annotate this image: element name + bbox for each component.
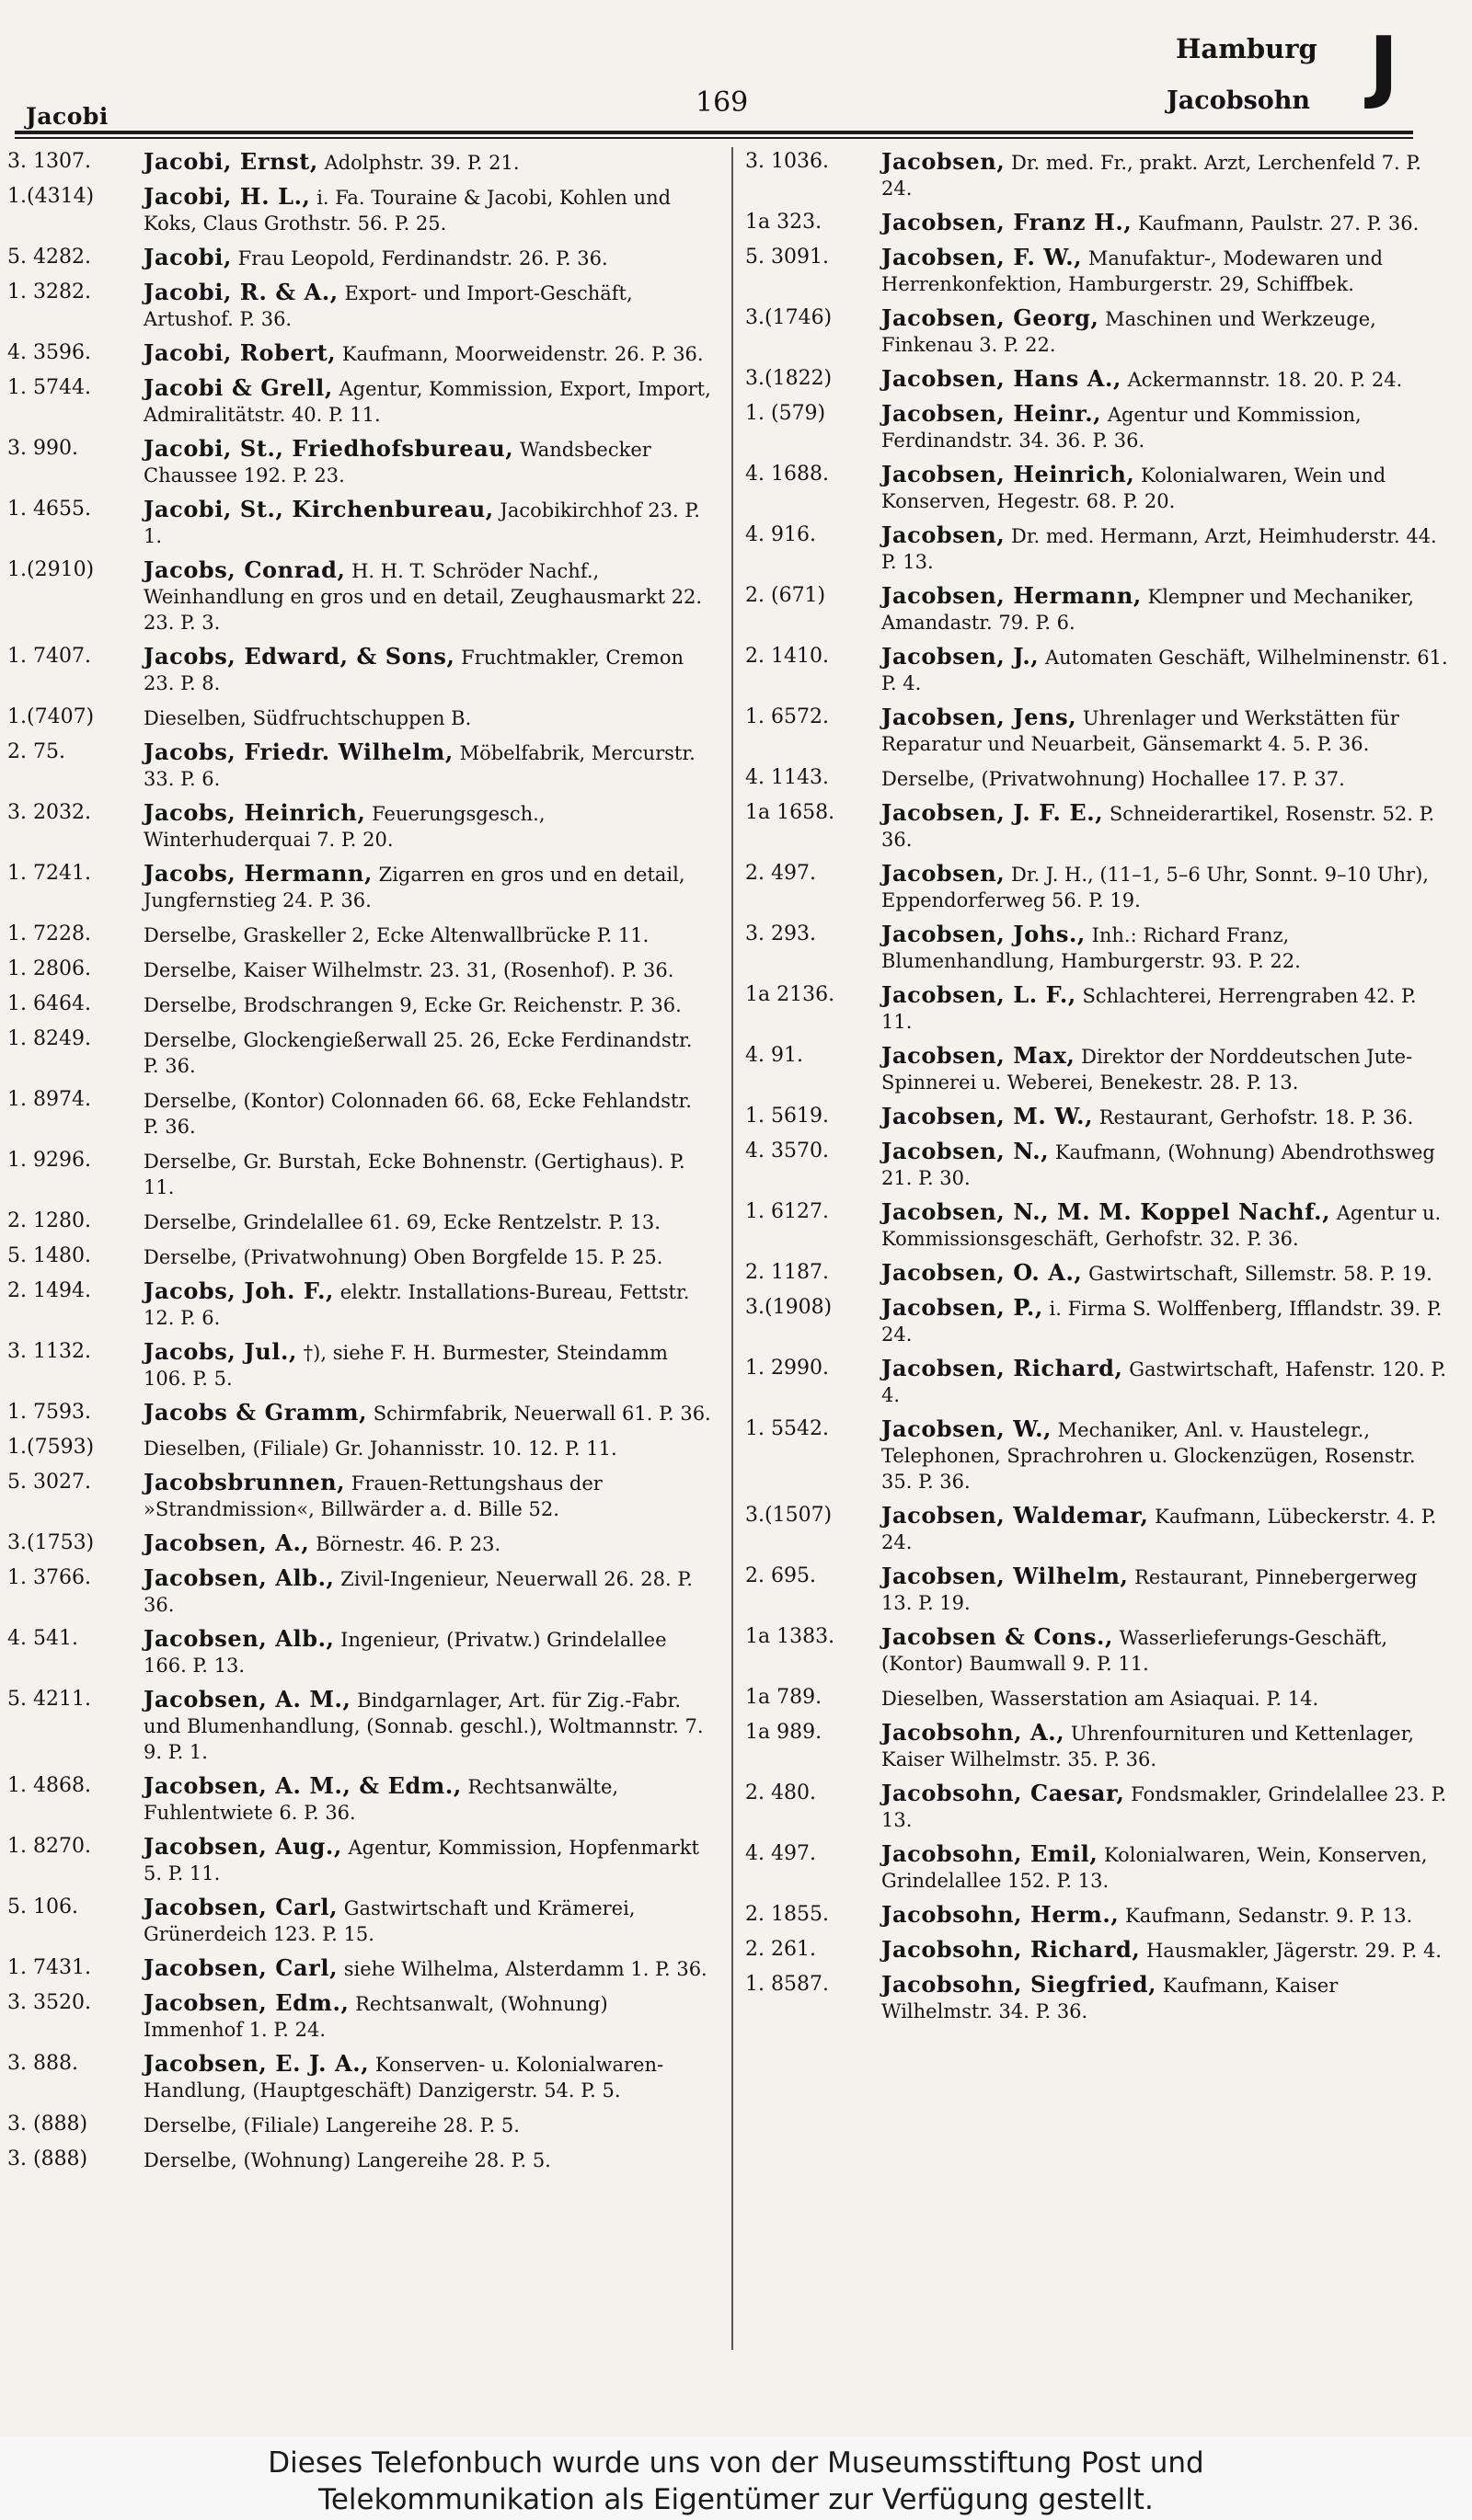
directory-entry [745,1685,1449,1712]
subscriber-name: Jacobsen, W., [881,1415,1052,1442]
subscriber-details: Dr. med. Fr., prakt. Arzt, Lerchenfeld 7. P. 24. [881,152,1421,200]
phone-number: 3.(1822) [745,367,833,390]
phone-number: 1. 9296. [7,1149,91,1172]
subscriber-details: Bindgarnlager, Art. für Zig.-Fabr. und Blumenhandlung, (Sonnab. geschl.), Woltmannstr. 7. 9. P. 1. [144,1690,704,1763]
phone-number: 1. 4868. [7,1774,91,1797]
directory-entry [7,644,711,696]
subscriber-details: Gastwirtschaft und Krämerei, Grünerdeich 123. P. 15. [144,1897,636,1945]
subscriber-name: Jacobsen, A. M., & Edm., [144,1772,462,1799]
subscriber-name: Jacobsen, E. J. A., [144,2050,370,2077]
directory-entry [7,956,711,983]
subscriber-details: Wasserlieferungs-Geschäft, (Kontor) Baumwall 9. P. 11. [881,1627,1388,1675]
subscriber-details: Kolonialwaren, Wein, Konserven, Grindelallee 152. P. 13. [881,1844,1428,1892]
phone-number: 1. 7241. [7,862,91,885]
subscriber-details: Maschinen und Werkzeuge, Finkenau 3. P. 22. [881,308,1376,356]
subscriber-details: Schlachterei, Herrengraben 42. P. 11. [881,985,1417,1033]
phone-number: 4. 91. [745,1044,803,1067]
directory-entry [7,2147,711,2173]
subscriber-details: Kaufmann, Kaiser Wilhelmstr. 34. P. 36. [881,1975,1339,2022]
directory-entry [7,800,711,853]
phone-number: 2. 261. [745,1938,816,1961]
directory-entry [745,1720,1449,1772]
subscriber-details: Dieselben, Südfruchtschuppen B. [144,707,472,729]
phone-number: 1a 2136. [745,983,835,1006]
directory-entry [7,557,711,636]
subscriber-name: Jacobsen, A. M., [144,1686,351,1712]
phone-number: 3. 1036. [745,150,829,173]
directory-entry [745,1972,1449,2024]
directory-entry [7,436,711,488]
subscriber-name: Jacobi, Robert, [144,339,337,366]
subscriber-name: Jacobsohn, Richard, [881,1936,1141,1963]
phone-number: 1. 7431. [7,1956,91,1979]
subscriber-details: Derselbe, Glockengießerwall 25. 26, Ecke Ferdinandstr. P. 36. [144,1029,693,1077]
directory-entry [745,1841,1449,1894]
subscriber-name: Jacobsohn, Caesar, [881,1780,1125,1806]
phone-number: 1a 323. [745,211,822,234]
subscriber-name: Jacobsohn, A., [881,1719,1065,1746]
subscriber-name: Jacobsohn, Emil, [881,1840,1098,1867]
subscriber-details: siehe Wilhelma, Alsterdamm 1. P. 36. [343,1958,707,1980]
subscriber-name: Jacobi, R. & A., [144,279,339,305]
phone-number: 1a 989. [745,1721,822,1744]
subscriber-details: Gastwirtschaft, Hafenstr. 120. P. 4. [881,1358,1446,1406]
phone-number: 1. 7407. [7,645,91,668]
running-head-right: Jacobsohn [1167,86,1311,115]
subscriber-name: Jacobsen, Heinr., [881,400,1102,427]
phone-number: 1. 6127. [745,1200,829,1223]
subscriber-name: Jacobsen, M. W., [881,1103,1094,1129]
phone-number: 1. 8974. [7,1088,91,1111]
phone-number: 1. (579) [745,402,826,425]
subscriber-name: Jacobsen, Alb., [144,1564,335,1591]
phone-number: 4. 1143. [745,766,829,789]
page-number: 169 [696,86,749,119]
phone-number: 1. 2806. [7,957,91,980]
phone-number: 1. 8270. [7,1835,91,1858]
directory-entry [745,1937,1449,1964]
phone-number: 1.(7407) [7,705,95,728]
directory-entry [7,922,711,948]
subscriber-details: Gastwirtschaft, Sillemstr. 58. P. 19. [1088,1263,1432,1285]
right-column [745,149,1449,2033]
subscriber-name: Jacobsen, J., [881,643,1040,670]
directory-entry [7,1026,711,1079]
phone-number: 1. 6464. [7,992,91,1015]
phone-number: 3.(1507) [745,1504,833,1527]
section-letter: J [1369,20,1398,112]
subscriber-name: Jacobsen, Heinrich, [881,461,1135,487]
subscriber-details: Feuerungsgesch., Winterhuderquai 7. P. 20. [144,803,546,851]
subscriber-name: Jacobsen, Hermann, [881,582,1142,609]
subscriber-name: Jacobsen, Richard, [881,1355,1123,1381]
subscriber-details: Uhrenfournituren und Kettenlager, Kaiser Wilhelmstr. 35. P. 36. [881,1723,1414,1770]
directory-entry [745,1624,1449,1677]
subscriber-details: Manufaktur-, Modewaren und Herrenkonfektion, Hamburgerstr. 29, Schiffbek. [881,247,1384,295]
phone-number: 1.(7593) [7,1436,95,1459]
footer-notice [0,2437,1472,2520]
subscriber-details: Derselbe, Graskeller 2, Ecke Altenwallbrücke P. 11. [144,924,650,946]
subscriber-name: Jacobsen, L. F., [881,981,1076,1008]
phone-number: 2. 480. [745,1781,816,1804]
phone-number: 1. 8249. [7,1027,91,1050]
phone-number: 2. 695. [745,1564,816,1587]
subscriber-name: Jacobsen, Franz H., [881,209,1133,235]
subscriber-details: Agentur, Kommission, Hopfenmarkt 5. P. 11. [144,1837,699,1884]
subscriber-details: †), siehe F. H. Burmester, Steindamm 106. P. 5. [144,1342,668,1390]
subscriber-details: Restaurant, Gerhofstr. 18. P. 36. [1098,1106,1414,1128]
phone-number: 2. 75. [7,740,65,763]
directory-entry [7,1243,711,1270]
subscriber-details: Wandsbecker Chaussee 192. P. 23. [144,439,651,487]
subscriber-details: Schirmfabrik, Neuerwall 61. P. 36. [373,1403,711,1425]
directory-entry [745,245,1449,297]
directory-entry [745,366,1449,393]
subscriber-details: Kaufmann, Lübeckerstr. 4. P. 24. [881,1506,1437,1553]
subscriber-name: Jacobi, St., Kirchenbureau, [144,496,494,522]
subscriber-name: Jacobsen, Johs., [881,921,1086,947]
subscriber-details: i. Fa. Touraine & Jacobi, Kohlen und Koks, Claus Grothstr. 56. P. 25. [144,187,672,235]
subscriber-name: Jacobsen, Max, [881,1042,1075,1069]
directory-entry [745,149,1449,201]
running-head-city: Hamburg [1176,33,1317,64]
subscriber-name: Jacobs, Hermann, [144,860,373,887]
directory-entry [7,739,711,792]
subscriber-details: Derselbe, Gr. Burstah, Ecke Bohnenstr. (Gertighaus). P. 11. [144,1151,685,1198]
directory-entry [7,1626,711,1678]
subscriber-details: Derselbe, Kaiser Wilhelmstr. 23. 31, (Rosenhof). P. 36. [144,959,674,981]
directory-entry [7,1955,711,1982]
subscriber-details: Derselbe, (Filiale) Langereihe 28. P. 5. [144,2114,520,2136]
phone-number: 4. 3596. [7,341,91,364]
directory-entry [745,462,1449,514]
directory-entry [7,1565,711,1618]
subscriber-details: Frauen-Rettungshaus der »Strandmission«, Billwärder a. d. Bille 52. [144,1472,603,1520]
subscriber-name: Jacobsen & Cons., [881,1623,1113,1650]
directory-entry [7,1278,711,1331]
directory-entry [745,522,1449,575]
directory-entry [745,1295,1449,1347]
phone-number: 4. 1688. [745,463,829,486]
directory-entry [7,1895,711,1947]
subscriber-name: Jacobsen, Georg, [881,304,1099,331]
directory-entry [7,2112,711,2138]
subscriber-details: Kolonialwaren, Wein und Konserven, Hegestr. 68. P. 20. [881,464,1386,512]
directory-entry [7,1773,711,1826]
phone-number: 1.(2910) [7,558,95,581]
subscriber-name: Jacobsen, Waldemar, [881,1502,1149,1529]
phone-number: 3. (888) [7,2148,88,2171]
directory-entry [7,375,711,428]
subscriber-details: Derselbe, (Wohnung) Langereihe 28. P. 5. [144,2149,551,2171]
phone-number: 3. 990. [7,437,78,460]
directory-entry [745,644,1449,696]
subscriber-details: Adolphstr. 39. P. 21. [324,152,520,174]
subscriber-details: Mechaniker, Anl. v. Haustelegr., Telephonen, Sprachrohren u. Glockenzügen, Rosenstr. 35. P. 36. [881,1419,1416,1493]
subscriber-details: Ackermannstr. 18. 20. P. 24. [1127,369,1403,391]
subscriber-name: Jacobi, St., Friedhofsbureau, [144,435,514,462]
phone-number: 1. 6572. [745,705,829,728]
subscriber-name: Jacobsen, Edm., [144,1989,350,2016]
phone-number: 2. 497. [745,862,816,885]
phone-number: 2. 1855. [745,1903,829,1926]
subscriber-details: Kaufmann, Paulstr. 27. P. 36. [1137,212,1420,235]
directory-entry [745,583,1449,636]
directory-entry [745,800,1449,853]
directory-entry [745,982,1449,1035]
directory-entry [745,305,1449,358]
phone-number: 1. 8587. [745,1973,829,1996]
directory-entry [745,1260,1449,1287]
phone-number: 3.(1753) [7,1531,95,1554]
subscriber-name: Jacobs & Gramm, [144,1399,368,1426]
subscriber-details: Derselbe, Grindelallee 61. 69, Ecke Rentzelstr. P. 13. [144,1211,661,1233]
subscriber-details: Agentur, Kommission, Export, Import, Admiralitätstr. 40. P. 11. [144,378,711,426]
phone-number: 3. 3520. [7,1991,91,2014]
footer-line-1: Dieses Telefonbuch wurde uns von der Museumsstiftung Post und [268,2446,1204,2480]
directory-entry [745,401,1449,453]
subscriber-name: Jacobs, Heinrich, [144,799,366,826]
directory-entry [745,861,1449,913]
phone-number: 1a 1383. [745,1625,835,1648]
directory-entry [7,2051,711,2103]
subscriber-name: Jacobsen, O. A., [881,1259,1083,1286]
phone-number: 2. (671) [745,584,826,607]
subscriber-name: Jacobsen, [881,148,1006,175]
column-divider [731,147,733,2350]
subscriber-name: Jacobsen, Carl, [144,1894,339,1920]
directory-entry [745,1199,1449,1252]
phone-number: 3. 1307. [7,150,91,173]
phone-number: 3. (888) [7,2113,88,2136]
directory-entry [7,1339,711,1392]
directory-entry [7,245,711,271]
directory-entry [7,861,711,913]
phone-number: 4. 497. [745,1842,816,1865]
directory-entry [7,280,711,332]
subscriber-details: Konserven- u. Kolonialwaren-Handlung, (Hauptgeschäft) Danzigerstr. 54. P. 5. [144,2054,664,2102]
directory-entry [745,1564,1449,1616]
subscriber-name: Jacobsen, A., [144,1529,310,1556]
directory-entry [745,1356,1449,1408]
subscriber-name: Jacobsen, N., M. M. Koppel Nachf., [881,1198,1331,1225]
directory-entry [7,1435,711,1461]
subscriber-details: Frau Leopold, Ferdinandstr. 26. P. 36. [237,247,608,269]
phone-number: 1. 5744. [7,376,91,399]
subscriber-name: Jacobsen, J. F. E., [881,799,1104,826]
phone-number: 2. 1494. [7,1279,91,1302]
directory-entry [7,1470,711,1522]
subscriber-name: Jacobsen, Hans A., [881,365,1121,392]
subscriber-name: Jacobs, Jul., [144,1338,297,1365]
phone-number: 3. 293. [745,922,816,945]
phone-number: 3.(1908) [745,1296,833,1319]
header-rule-thin [15,137,1413,139]
subscriber-details: Dr. J. H., (11–1, 5–6 Uhr, Sonnt. 9–10 Uhr), Eppendorferweg 56. P. 19. [881,864,1429,911]
phone-number: 3. 2032. [7,801,91,824]
directory-entry [745,1503,1449,1555]
subscriber-details: Dieselben, Wasserstation am Asiaquai. P. 14. [881,1688,1319,1710]
running-head-left: Jacobi [26,103,109,130]
phone-number: 5. 3091. [745,246,829,269]
directory-entry [7,1990,711,2043]
subscriber-name: Jacobs, Edward, & Sons, [144,643,455,670]
subscriber-details: Klempner und Mechaniker, Amandastr. 79. P. 6. [881,586,1415,634]
subscriber-details: elektr. Installations-Bureau, Fettstr. 12. P. 6. [144,1281,690,1329]
phone-number: 5. 106. [7,1896,78,1919]
phone-number: 5. 4282. [7,246,91,269]
subscriber-details: Inh.: Richard Franz, Blumenhandlung, Hamburgerstr. 93. P. 22. [881,924,1301,972]
subscriber-name: Jacobsohn, Siegfried, [881,1971,1157,1998]
subscriber-name: Jacobsen, Wilhelm, [881,1563,1129,1589]
subscriber-name: Jacobsen, [881,860,1006,887]
phone-number: 4. 541. [7,1627,78,1650]
subscriber-name: Jacobsen, F. W., [881,244,1083,270]
phone-number: 1a 789. [745,1686,822,1709]
subscriber-details: Kaufmann, Moorweidenstr. 26. P. 36. [341,343,704,365]
left-column [7,149,711,2182]
directory-entry [7,1530,711,1557]
subscriber-name: Jacobsen, P., [881,1294,1043,1321]
subscriber-details: Schneiderartikel, Rosenstr. 52. P. 36. [881,803,1435,851]
directory-entry [7,991,711,1018]
subscriber-details: Agentur und Kommission, Ferdinandstr. 34. 36. P. 36. [881,404,1362,452]
subscriber-name: Jacobsen, Carl, [144,1954,339,1981]
subscriber-details: Derselbe, (Kontor) Colonnaden 66. 68, Ecke Fehlandstr. P. 36. [144,1090,692,1138]
directory-entry [745,704,1449,757]
phone-number: 5. 1480. [7,1244,91,1267]
phone-number: 1. 2990. [745,1357,829,1380]
phone-number: 1. 7593. [7,1401,91,1424]
subscriber-name: Jacobi, [144,244,232,270]
phone-number: 1. 7228. [7,922,91,945]
directory-entry [745,765,1449,792]
subscriber-details: Jacobikirchhof 23. P. 1. [144,499,700,547]
directory-entry [745,1902,1449,1929]
subscriber-details: Fondsmakler, Grindelallee 23. P. 13. [881,1783,1447,1831]
phone-number: 4. 916. [745,523,816,546]
directory-entry [7,1087,711,1140]
subscriber-details: Fruchtmakler, Cremon 23. P. 8. [144,647,684,694]
subscriber-details: Agentur u. Kommissionsgeschäft, Gerhofstr. 32. P. 36. [881,1202,1442,1250]
subscriber-name: Jacobsen, Alb., [144,1625,335,1652]
subscriber-name: Jacobi & Grell, [144,374,333,401]
subscriber-name: Jacobsbrunnen, [144,1469,346,1495]
directory-entry [745,1416,1449,1495]
directory-entry [7,1148,711,1200]
subscriber-details: Zigarren en gros und en detail, Jungfernstieg 24. P. 36. [144,864,685,911]
subscriber-name: Jacobs, Joh. F., [144,1277,334,1304]
phone-number: 3. 1132. [7,1340,91,1363]
subscriber-details: Hausmakler, Jägerstr. 29. P. 4. [1145,1940,1442,1962]
directory-entry [7,184,711,236]
subscriber-details: Kaufmann, Sedanstr. 9. P. 13. [1125,1905,1413,1927]
phone-number: 5. 3027. [7,1471,91,1494]
phone-number: 3.(1746) [745,306,833,329]
subscriber-details: Rechtsanwalt, (Wohnung) Immenhof 1. P. 24. [144,1993,608,2041]
subscriber-details: Automaten Geschäft, Wilhelminenstr. 61. P. 4. [881,647,1448,694]
subscriber-name: Jacobsohn, Herm., [881,1901,1120,1928]
directory-entry [745,1104,1449,1130]
subscriber-details: i. Firma S. Wolffenberg, Ifflandstr. 39. P. 24. [881,1298,1443,1346]
phone-number: 1. 5619. [745,1105,829,1128]
subscriber-details: Kaufmann, (Wohnung) Abendrothsweg 21. P. 30. [881,1141,1435,1189]
directory-entry [7,149,711,176]
phone-number: 1. 4655. [7,498,91,521]
directory-entry [7,1208,711,1235]
directory-entry [7,1687,711,1765]
directory-entry [7,497,711,549]
phone-number: 1. 5542. [745,1417,829,1440]
subscriber-details: Dieselben, (Filiale) Gr. Johannisstr. 10. 12. P. 11. [144,1438,617,1460]
subscriber-details: Börnestr. 46. P. 23. [316,1533,501,1555]
subscriber-details: Export- und Import-Geschäft, Artushof. P. 36. [144,282,633,330]
directory-entry [7,704,711,731]
directory-entry [745,1043,1449,1095]
phone-number: 1a 1658. [745,801,835,824]
subscriber-details: Rechtsanwälte, Fuhlentwiete 6. P. 36. [144,1776,619,1824]
directory-entry [745,1781,1449,1833]
phone-number: 2. 1280. [7,1209,91,1232]
subscriber-name: Jacobi, Ernst, [144,148,318,175]
subscriber-name: Jacobi, H. L., [144,183,311,210]
phone-number: 3. 888. [7,2052,78,2075]
subscriber-details: Derselbe, Brodschrangen 9, Ecke Gr. Reichenstr. P. 36. [144,994,682,1016]
directory-entry [745,1139,1449,1191]
phone-number: 1. 3282. [7,281,91,304]
subscriber-name: Jacobs, Conrad, [144,556,346,583]
phone-number: 2. 1187. [745,1261,829,1284]
subscriber-details: Restaurant, Pinnebergerweg 13. P. 19. [881,1566,1418,1614]
phone-number: 5. 4211. [7,1688,91,1711]
phone-number: 1.(4314) [7,185,95,208]
subscriber-details: H. H. T. Schröder Nachf., Weinhandlung en gros und en detail, Zeughausmarkt 22. 23. P. 3. [144,560,703,634]
header-rule [15,131,1413,134]
directory-entry [7,1400,711,1426]
subscriber-name: Jacobs, Friedr. Wilhelm, [144,739,454,765]
phone-number: 1. 3766. [7,1566,91,1589]
subscriber-details: Direktor der Norddeutschen Jute-Spinnerei u. Weberei, Benekestr. 28. P. 13. [881,1046,1413,1094]
directory-entry [7,1834,711,1886]
directory-entry [745,210,1449,236]
directory-entry [745,922,1449,974]
subscriber-name: Jacobsen, Jens, [881,704,1077,730]
directory-entry [7,340,711,367]
subscriber-details: Dr. med. Hermann, Arzt, Heimhuderstr. 44. P. 13. [881,525,1437,573]
subscriber-name: Jacobsen, N., [881,1138,1050,1164]
phone-number: 4. 3570. [745,1140,829,1163]
subscriber-name: Jacobsen, Aug., [144,1833,342,1860]
phone-number: 2. 1410. [745,645,829,668]
subscriber-details: Uhrenlager und Werkstätten für Reparatur und Neuarbeit, Gänsemarkt 4. 5. P. 36. [881,707,1399,755]
footer-line-2: Telekommunikation als Eigentümer zur Verfügung gestellt. [318,2483,1154,2516]
subscriber-details: Möbelfabrik, Mercurstr. 33. P. 6. [144,742,696,790]
subscriber-details: Zivil-Ingenieur, Neuerwall 26. 28. P. 36. [144,1568,693,1616]
subscriber-details: Ingenieur, (Privatw.) Grindelallee 166. P. 13. [144,1629,667,1677]
subscriber-name: Jacobsen, [881,521,1006,548]
subscriber-details: Derselbe, (Privatwohnung) Oben Borgfelde 15. P. 25. [144,1246,663,1268]
subscriber-details: Derselbe, (Privatwohnung) Hochallee 17. P. 37. [881,768,1345,790]
